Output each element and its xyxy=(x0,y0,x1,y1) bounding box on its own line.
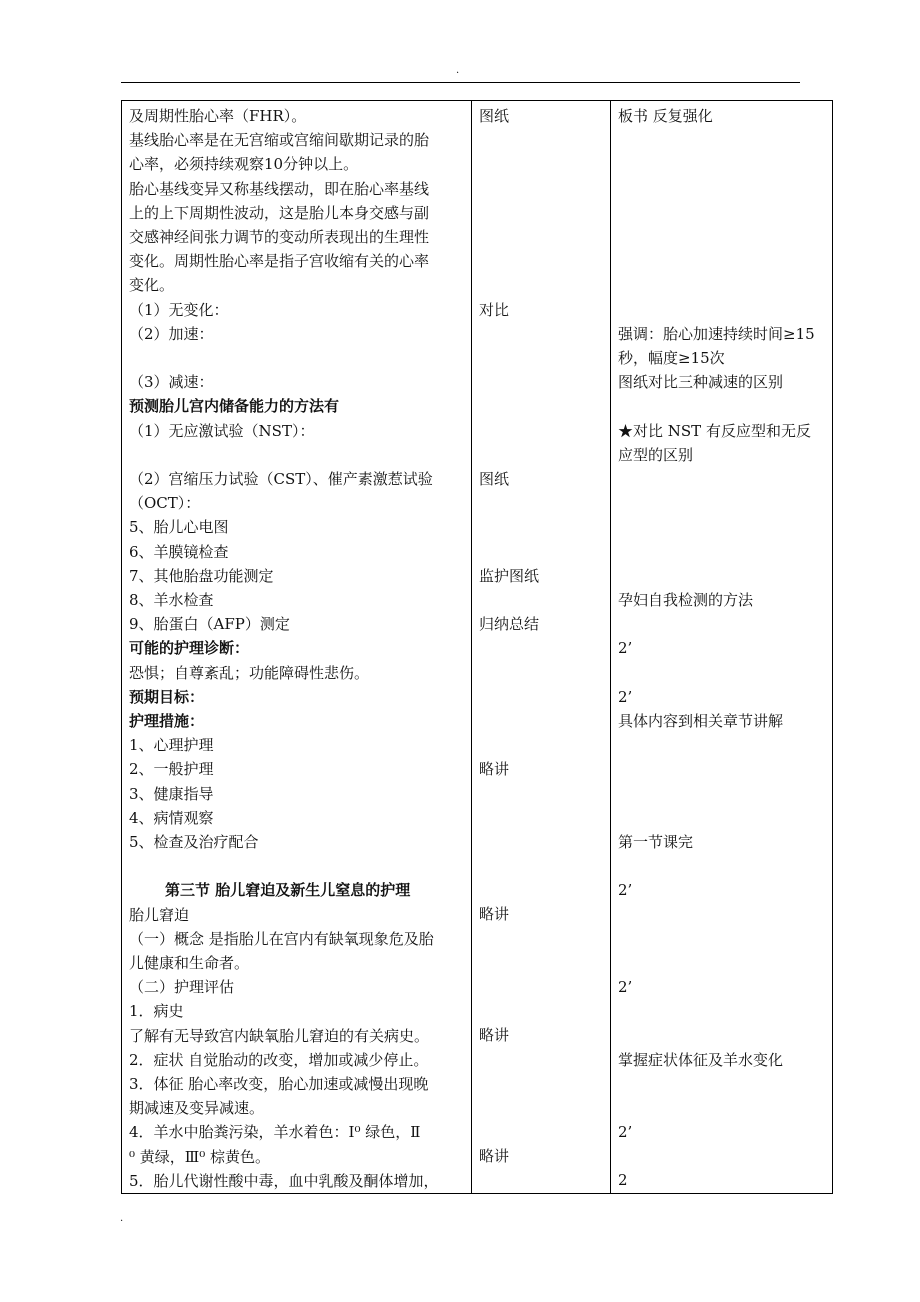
method-line xyxy=(479,249,603,273)
content-line: 3、健康指导 xyxy=(129,784,214,803)
content-line: 胎心基线变异又称基线摆动，即在胎心率基线 xyxy=(129,179,430,198)
method-line xyxy=(479,781,603,805)
note-line xyxy=(618,177,825,201)
method-line xyxy=(479,273,603,297)
header-dot: . xyxy=(456,65,460,76)
method-line xyxy=(479,975,603,999)
method-line xyxy=(479,394,603,418)
note-line: 2’ xyxy=(618,639,633,658)
content-line xyxy=(129,854,464,878)
content-line: （1）无应激试验（NST）： xyxy=(129,421,315,440)
content-line: 1、心理护理 xyxy=(129,736,214,755)
content-line: （1）无变化： xyxy=(129,300,229,319)
note-line xyxy=(618,951,825,975)
content-line: 及周期性胎心率（FHR）。 xyxy=(129,107,307,125)
method-line xyxy=(479,830,603,854)
note-line: 板书 反复强化 xyxy=(618,107,713,125)
note-line xyxy=(618,1096,825,1120)
method-line xyxy=(479,225,603,249)
method-line: 图纸 xyxy=(479,469,510,488)
method-line: 对比 xyxy=(479,300,510,319)
note-line xyxy=(618,249,825,273)
content-line: 5．胎儿代谢性酸中毒，血中乳酸及酮体增加， xyxy=(129,1171,439,1190)
method-line xyxy=(479,1047,603,1071)
note-line xyxy=(618,1072,825,1096)
method-line xyxy=(479,201,603,225)
method-line xyxy=(479,660,603,684)
note-line xyxy=(618,539,825,563)
note-line xyxy=(618,515,825,539)
section-heading: 预测胎儿宫内储备能力的方法有 xyxy=(129,397,340,416)
content-line: 变化。 xyxy=(129,276,175,295)
method-line xyxy=(479,636,603,660)
method-line xyxy=(479,926,603,950)
section-heading: 预期目标： xyxy=(129,687,205,706)
note-line xyxy=(618,806,825,830)
note-line xyxy=(618,394,825,418)
method-line xyxy=(479,709,603,733)
note-line xyxy=(618,564,825,588)
lesson-plan-table xyxy=(121,100,833,1194)
method-line xyxy=(479,878,603,902)
note-line xyxy=(618,201,825,225)
method-line xyxy=(479,418,603,442)
note-line xyxy=(618,781,825,805)
note-line: 2 xyxy=(618,1171,628,1190)
chapter-section-title: 第三节 胎儿窘迫及新生儿窒息的护理 xyxy=(165,881,411,900)
content-column xyxy=(122,101,472,1194)
content-line: （一）概念 是指胎儿在宫内有缺氧现象危及胎 xyxy=(129,929,434,948)
method-line xyxy=(479,491,603,515)
note-line: 强调：胎心加速持续时间≥15 xyxy=(618,324,815,343)
content-line: 2、一般护理 xyxy=(129,760,214,779)
method-line xyxy=(479,685,603,709)
note-line: 掌握症状体征及羊水变化 xyxy=(618,1050,784,1069)
note-line xyxy=(618,1023,825,1047)
note-line xyxy=(618,225,825,249)
method-line: 略讲 xyxy=(479,1147,510,1166)
content-line: 2．症状 自觉胎动的改变，增加或减少停止。 xyxy=(129,1050,429,1069)
method-line: 归纳总结 xyxy=(479,615,540,633)
content-line: 7、其他胎盘功能测定 xyxy=(129,566,274,585)
content-line: 5、胎儿心电图 xyxy=(129,518,229,537)
note-line xyxy=(618,273,825,297)
note-line xyxy=(618,612,825,636)
content-line: 胎儿窘迫 xyxy=(129,905,190,924)
section-heading: 可能的护理诊断： xyxy=(129,639,250,658)
method-line xyxy=(479,177,603,201)
note-line xyxy=(618,128,825,152)
method-column xyxy=(472,101,611,1194)
method-line xyxy=(479,322,603,346)
content-line: 儿健康和生命者。 xyxy=(129,954,250,973)
method-line: 监护图纸 xyxy=(479,566,540,585)
method-line xyxy=(479,128,603,152)
content-line: 3．体征 胎心率改变，胎心加速或减慢出现晚 xyxy=(129,1075,429,1094)
method-line xyxy=(479,951,603,975)
method-line xyxy=(479,539,603,563)
method-line xyxy=(479,1168,603,1192)
note-line: 2’ xyxy=(618,1123,633,1142)
content-line: 恐惧；自尊紊乱；功能障碍性悲伤。 xyxy=(129,663,370,682)
note-line: 应型的区别 xyxy=(618,445,694,464)
content-line: （2）宫缩压力试验（CST）、催产素激惹试验 xyxy=(129,470,433,489)
content-line xyxy=(129,346,464,370)
note-line: 图纸对比三种减速的区别 xyxy=(618,373,784,392)
method-line xyxy=(479,1096,603,1120)
content-line: 了解有无导致宫内缺氧胎儿窘迫的有关病史。 xyxy=(129,1026,430,1045)
note-line xyxy=(618,757,825,781)
note-line xyxy=(618,902,825,926)
content-line: 4、病情观察 xyxy=(129,808,214,827)
method-line: 略讲 xyxy=(479,1026,510,1045)
note-line xyxy=(618,298,825,322)
content-line: 6、羊膜镜检查 xyxy=(129,542,229,561)
content-line: （二）护理评估 xyxy=(129,978,235,997)
note-line: 2’ xyxy=(618,977,633,996)
method-line xyxy=(479,1120,603,1144)
note-line xyxy=(618,491,825,515)
content-line: 8、羊水检查 xyxy=(129,591,214,610)
method-line: 图纸 xyxy=(479,107,510,125)
content-line: 心率，必须持续观察10分钟以上。 xyxy=(129,155,359,174)
method-line xyxy=(479,152,603,176)
content-line xyxy=(129,443,464,467)
method-line xyxy=(479,588,603,612)
method-line xyxy=(479,515,603,539)
note-line: 2’ xyxy=(618,687,633,706)
content-line: 期减速及变异减速。 xyxy=(129,1099,265,1118)
method-line xyxy=(479,1072,603,1096)
note-line xyxy=(618,733,825,757)
note-line xyxy=(618,999,825,1023)
content-line: 1．病史 xyxy=(129,1002,184,1021)
note-line xyxy=(618,467,825,491)
content-line: 基线胎心率是在无宫缩或宫缩间歇期记录的胎 xyxy=(129,131,430,150)
table-row xyxy=(122,101,833,1194)
content-line: ⁰ 黄绿，Ⅲ⁰ 棕黄色。 xyxy=(129,1147,271,1166)
content-line: （2）加速： xyxy=(129,324,214,343)
note-line xyxy=(618,152,825,176)
method-line xyxy=(479,806,603,830)
content-line: （OCT）： xyxy=(129,494,201,513)
content-line: 5、检查及治疗配合 xyxy=(129,833,259,852)
note-line: 秒，幅度≥15次 xyxy=(618,348,725,367)
method-line xyxy=(479,854,603,878)
method-line xyxy=(479,370,603,394)
note-line: 孕妇自我检测的方法 xyxy=(618,590,754,609)
note-line: ★对比 NST 有反应型和无反 xyxy=(618,421,811,440)
method-line xyxy=(479,733,603,757)
note-line xyxy=(618,854,825,878)
section-heading: 护理措施： xyxy=(129,712,205,731)
content-line: 9、胎蛋白（AFP）测定 xyxy=(129,615,290,634)
content-line: 4．羊水中胎粪污染，羊水着色：Ⅰ⁰ 绿色，Ⅱ xyxy=(129,1123,421,1142)
note-line: 具体内容到相关章节讲解 xyxy=(618,711,784,730)
method-line: 略讲 xyxy=(479,905,510,924)
notes-column xyxy=(611,101,833,1194)
note-line: 第一节课完 xyxy=(618,832,694,851)
content-line: 变化。周期性胎心率是指子宫收缩有关的心率 xyxy=(129,252,430,271)
header-rule xyxy=(121,82,800,83)
content-line: （3）减速： xyxy=(129,373,214,392)
method-line xyxy=(479,443,603,467)
note-line xyxy=(618,927,825,951)
method-line xyxy=(479,346,603,370)
method-line: 略讲 xyxy=(479,760,510,779)
footer-dot: . xyxy=(120,1213,124,1224)
note-line xyxy=(618,1144,825,1168)
content-line: 交感神经间张力调节的变动所表现出的生理性 xyxy=(129,228,430,247)
content-line: 上的上下周期性波动，这是胎儿本身交感与副 xyxy=(129,203,430,222)
note-line xyxy=(618,660,825,684)
method-line xyxy=(479,999,603,1023)
note-line: 2’ xyxy=(618,881,633,900)
